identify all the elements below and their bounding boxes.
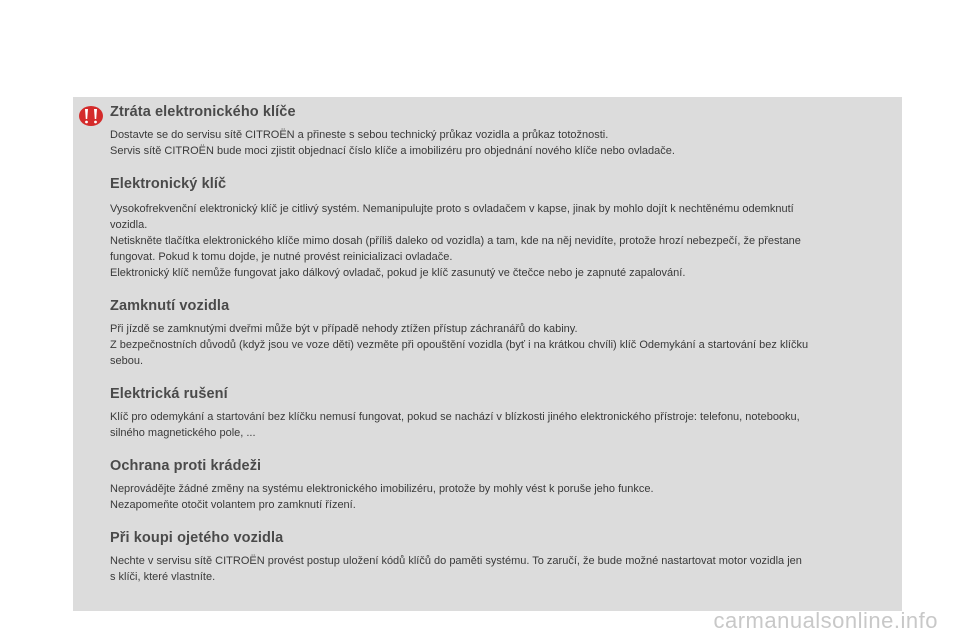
section-title: Ochrana proti krádeži [110,458,262,474]
section-vehicle-locking [110,298,890,369]
text-line: fungovat. Pokud k tomu dojde, je nutné provést reinicializaci ovladače. [110,251,453,263]
section-text [110,321,890,369]
text-line: Z bezpečnostních důvodů (když jsou ve voze děti) vezměte při opouštění vozidla (byť i na krátkou chvíli) klíč Odemykání a startování bez klíčku [110,339,809,351]
section-anti-theft [110,458,890,513]
text-line: Dostavte se do servisu sítě CITROËN a přineste s sebou technický průkaz vozidla a průkaz totožnosti. [110,129,609,141]
text-line: sebou. [110,355,144,367]
section-text [110,481,890,513]
text-line: Neprovádějte žádné změny na systému elektronického imobilizéru, protože by mohly vést k poruše jeho funkce. [110,483,654,495]
text-line: silného magnetického pole, ... [110,427,256,439]
manual-content [110,104,890,585]
text-line: Při jízdě se zamknutými dveřmi může být v případě nehody ztížen přístup záchranářů do kabiny. [110,323,578,335]
section-lost-key [110,104,890,159]
text-line: Nezapomeňte otočit volantem pro zamknutí řízení. [110,499,356,511]
section-text [110,127,890,159]
section-text [110,553,890,585]
text-line: Nechte v servisu sítě CITROËN provést postup uložení kódů klíčů do paměti systému. To zaručí, že bude možné nastartovat motor vozidla jen [110,555,802,567]
section-electrical-interference [110,386,890,441]
watermark-logo: carmanualsonline.info [713,608,938,633]
section-text [110,201,890,281]
section-electronic-key [110,176,890,281]
section-title: Při koupi ojetého vozidla [110,530,284,546]
section-title: Ztráta elektronického klíče [110,104,296,120]
warning-exclamation-icon [78,105,104,127]
section-text [110,409,890,441]
section-title: Zamknutí vozidla [110,298,230,314]
section-used-vehicle [110,530,890,585]
section-title: Elektronický klíč [110,176,227,192]
text-line: s klíči, které vlastníte. [110,571,216,583]
text-line: Vysokofrekvenční elektronický klíč je citlivý systém. Nemanipulujte proto s ovladačem v kapse, jinak by mohlo dojít k nechtěnému odemknutí [110,203,794,215]
text-line: Klíč pro odemykání a startování bez klíčku nemusí fungovat, pokud se nachází v blízkosti jiného elektronického přístroje: telefonu, notebooku, [110,411,800,423]
section-title: Elektrická rušení [110,386,228,402]
text-line: vozidla. [110,219,148,231]
text-line: Netiskněte tlačítka elektronického klíče mimo dosah (příliš daleko od vozidla) a tam, kde na něj nevidíte, protože hrozí nebezpečí, že přestane [110,235,801,247]
text-line: Servis sítě CITROËN bude moci zjistit objednací číslo klíče a imobilizéru pro objednání nového klíče nebo ovladače. [110,145,675,157]
text-line: Elektronický klíč nemůže fungovat jako dálkový ovladač, pokud je klíč zasunutý ve čtečce nebo je zapnuté zapalování. [110,267,686,279]
